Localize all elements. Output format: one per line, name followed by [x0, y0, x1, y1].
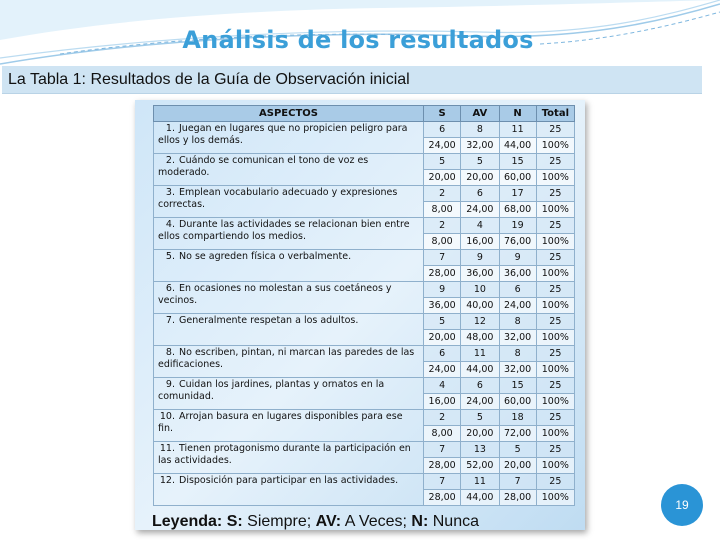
percent-cell-total: 100%: [536, 234, 574, 250]
count-cell-total: 25: [536, 282, 574, 298]
legend-key-n: N:: [411, 513, 429, 530]
table-row: [154, 474, 575, 490]
legend-key-s: S:: [226, 513, 243, 530]
count-cell-s: 7: [424, 474, 461, 490]
percent-cell-av: 24,00: [461, 394, 499, 410]
aspect-number: 10.: [159, 411, 175, 422]
count-cell-n: 18: [499, 410, 536, 426]
count-cell-n: 5: [499, 442, 536, 458]
count-cell-av: 6: [461, 186, 499, 202]
percent-cell-s: 28,00: [424, 490, 461, 506]
slide-title: Análisis de los resultados: [182, 26, 534, 54]
percent-cell-av: 44,00: [461, 362, 499, 378]
table-header-row: [154, 106, 575, 122]
percent-cell-total: 100%: [536, 490, 574, 506]
percent-cell-total: 100%: [536, 298, 574, 314]
count-cell-total: 25: [536, 474, 574, 490]
percent-cell-av: 24,00: [461, 202, 499, 218]
count-cell-total: 25: [536, 154, 574, 170]
percent-cell-s: 20,00: [424, 170, 461, 186]
aspect-text: Cuándo se comunican el tono de voz es moderado.: [158, 155, 369, 178]
percent-cell-s: 28,00: [424, 458, 461, 474]
legend-prefix: Leyenda:: [152, 513, 223, 530]
count-cell-n: 15: [499, 154, 536, 170]
legend-value-av: A Veces;: [344, 513, 407, 530]
aspect-cell: [154, 282, 424, 314]
aspect-number: 1.: [165, 123, 175, 134]
count-cell-av: 11: [461, 474, 499, 490]
aspect-cell: [154, 442, 424, 474]
percent-cell-n: 60,00: [499, 394, 536, 410]
header-s: S: [424, 106, 461, 122]
aspect-text: Emplean vocabulario adecuado y expresiones correctas.: [158, 187, 398, 210]
percent-cell-total: 100%: [536, 394, 574, 410]
aspect-text: Arrojan basura en lugares disponibles para ese fin.: [158, 411, 403, 434]
percent-cell-n: 60,00: [499, 170, 536, 186]
count-cell-av: 10: [461, 282, 499, 298]
count-cell-s: 6: [424, 122, 461, 138]
aspect-number: 5.: [165, 251, 175, 262]
aspect-cell: [154, 250, 424, 282]
percent-cell-s: 24,00: [424, 362, 461, 378]
percent-cell-n: 28,00: [499, 490, 536, 506]
aspect-number: 11.: [159, 443, 175, 454]
aspect-text: Juegan en lugares que no propicien peligro para ellos y los demás.: [158, 123, 408, 146]
page-number-badge: 19: [661, 484, 703, 526]
aspect-cell: [154, 378, 424, 410]
aspect-cell: [154, 186, 424, 218]
percent-cell-s: 36,00: [424, 298, 461, 314]
count-cell-n: 7: [499, 474, 536, 490]
header-total: Total: [536, 106, 574, 122]
percent-cell-av: 44,00: [461, 490, 499, 506]
aspect-number: 2.: [165, 155, 175, 166]
count-cell-n: 15: [499, 378, 536, 394]
legend-value-n: Nunca: [432, 513, 479, 530]
count-cell-s: 2: [424, 186, 461, 202]
count-cell-av: 9: [461, 250, 499, 266]
table-caption: La Tabla 1: Resultados de la Guía de Observación inicial: [8, 71, 410, 88]
count-cell-n: 19: [499, 218, 536, 234]
aspect-number: 9.: [165, 379, 175, 390]
count-cell-total: 25: [536, 186, 574, 202]
percent-cell-n: 68,00: [499, 202, 536, 218]
percent-cell-total: 100%: [536, 330, 574, 346]
percent-cell-av: 16,00: [461, 234, 499, 250]
aspect-cell: [154, 314, 424, 346]
header-n: N: [499, 106, 536, 122]
aspect-cell: [154, 410, 424, 442]
percent-cell-s: 8,00: [424, 234, 461, 250]
count-cell-n: 8: [499, 346, 536, 362]
count-cell-av: 5: [461, 154, 499, 170]
aspect-text: Cuidan los jardines, plantas y ornatos en la comunidad.: [158, 379, 385, 402]
count-cell-av: 13: [461, 442, 499, 458]
aspect-text: Disposición para participar en las actividades.: [179, 475, 399, 486]
aspect-cell: [154, 154, 424, 186]
count-cell-av: 5: [461, 410, 499, 426]
percent-cell-n: 36,00: [499, 266, 536, 282]
count-cell-s: 5: [424, 314, 461, 330]
aspect-text: Generalmente respetan a los adultos.: [179, 315, 359, 326]
count-cell-total: 25: [536, 250, 574, 266]
table-row: [154, 122, 575, 138]
count-cell-av: 4: [461, 218, 499, 234]
count-cell-total: 25: [536, 122, 574, 138]
percent-cell-total: 100%: [536, 138, 574, 154]
count-cell-av: 8: [461, 122, 499, 138]
caption-bar: [2, 66, 702, 94]
count-cell-total: 25: [536, 410, 574, 426]
header-aspectos: ASPECTOS: [154, 106, 424, 122]
aspect-number: 4.: [165, 219, 175, 230]
count-cell-s: 2: [424, 410, 461, 426]
percent-cell-total: 100%: [536, 202, 574, 218]
table-row: [154, 154, 575, 170]
percent-cell-n: 24,00: [499, 298, 536, 314]
count-cell-s: 2: [424, 218, 461, 234]
percent-cell-s: 8,00: [424, 426, 461, 442]
table-row: [154, 218, 575, 234]
count-cell-s: 9: [424, 282, 461, 298]
percent-cell-n: 32,00: [499, 330, 536, 346]
count-cell-s: 4: [424, 378, 461, 394]
aspect-text: En ocasiones no molestan a sus coetáneos y vecinos.: [158, 283, 392, 306]
aspect-cell: [154, 474, 424, 506]
count-cell-s: 6: [424, 346, 461, 362]
table-row: [154, 250, 575, 266]
percent-cell-s: 8,00: [424, 202, 461, 218]
count-cell-n: 8: [499, 314, 536, 330]
percent-cell-av: 40,00: [461, 298, 499, 314]
count-cell-total: 25: [536, 346, 574, 362]
table-row: [154, 442, 575, 458]
percent-cell-total: 100%: [536, 362, 574, 378]
percent-cell-total: 100%: [536, 458, 574, 474]
table-body: [154, 122, 575, 506]
count-cell-s: 5: [424, 154, 461, 170]
table-row: [154, 410, 575, 426]
aspect-number: 7.: [165, 315, 175, 326]
percent-cell-av: 32,00: [461, 138, 499, 154]
count-cell-s: 7: [424, 442, 461, 458]
percent-cell-n: 20,00: [499, 458, 536, 474]
table-row: [154, 378, 575, 394]
count-cell-av: 6: [461, 378, 499, 394]
percent-cell-av: 52,00: [461, 458, 499, 474]
percent-cell-av: 20,00: [461, 170, 499, 186]
count-cell-av: 12: [461, 314, 499, 330]
count-cell-total: 25: [536, 314, 574, 330]
aspect-text: No se agreden física o verbalmente.: [179, 251, 352, 262]
percent-cell-av: 36,00: [461, 266, 499, 282]
aspect-cell: [154, 218, 424, 250]
count-cell-n: 9: [499, 250, 536, 266]
table-row: [154, 346, 575, 362]
results-table-panel: [135, 100, 585, 530]
header-av: AV: [461, 106, 499, 122]
aspect-text: Tienen protagonismo durante la participación en las actividades.: [158, 443, 411, 466]
aspect-number: 8.: [165, 347, 175, 358]
percent-cell-total: 100%: [536, 266, 574, 282]
table-row: [154, 186, 575, 202]
legend: [152, 513, 479, 531]
aspect-cell: [154, 122, 424, 154]
count-cell-av: 11: [461, 346, 499, 362]
aspect-cell: [154, 346, 424, 378]
aspect-number: 3.: [165, 187, 175, 198]
aspect-text: Durante las actividades se relacionan bien entre ellos compartiendo los medios.: [158, 219, 410, 242]
count-cell-n: 11: [499, 122, 536, 138]
percent-cell-n: 44,00: [499, 138, 536, 154]
count-cell-total: 25: [536, 442, 574, 458]
results-table: [153, 105, 575, 506]
legend-value-s: Siempre;: [247, 513, 312, 530]
count-cell-n: 6: [499, 282, 536, 298]
percent-cell-n: 72,00: [499, 426, 536, 442]
percent-cell-s: 24,00: [424, 138, 461, 154]
percent-cell-total: 100%: [536, 170, 574, 186]
percent-cell-total: 100%: [536, 426, 574, 442]
count-cell-s: 7: [424, 250, 461, 266]
table-row: [154, 282, 575, 298]
percent-cell-av: 48,00: [461, 330, 499, 346]
percent-cell-s: 20,00: [424, 330, 461, 346]
count-cell-n: 17: [499, 186, 536, 202]
count-cell-total: 25: [536, 378, 574, 394]
aspect-number: 6.: [165, 283, 175, 294]
percent-cell-s: 16,00: [424, 394, 461, 410]
aspect-number: 12.: [159, 475, 175, 486]
percent-cell-n: 76,00: [499, 234, 536, 250]
percent-cell-av: 20,00: [461, 426, 499, 442]
count-cell-total: 25: [536, 218, 574, 234]
aspect-text: No escriben, pintan, ni marcan las paredes de las edificaciones.: [158, 347, 415, 370]
table-row: [154, 314, 575, 330]
percent-cell-s: 28,00: [424, 266, 461, 282]
percent-cell-n: 32,00: [499, 362, 536, 378]
legend-key-av: AV:: [315, 513, 342, 530]
